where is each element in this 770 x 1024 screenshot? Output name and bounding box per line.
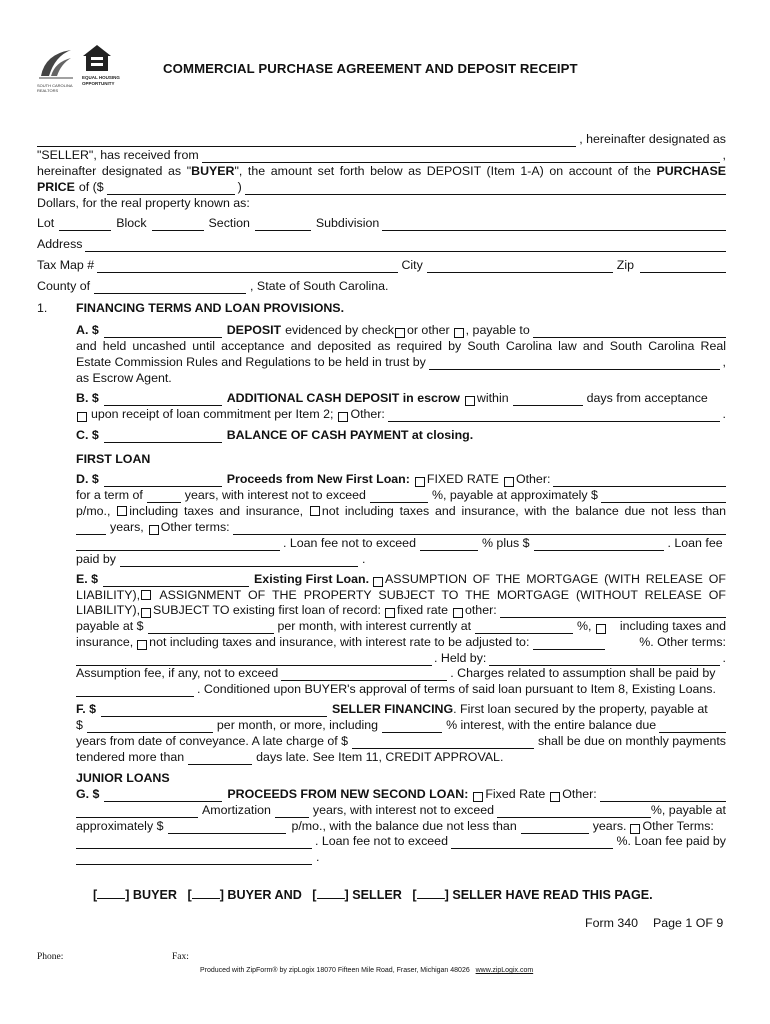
item-g-line-1: G. $ PROCEEDS FROM NEW SECOND LOAN: Fixed Rate Other: [76, 786, 726, 802]
intro-line-5: Dollars, for the real property known as: [37, 196, 250, 210]
footer-phone: Phone: [37, 952, 64, 962]
e-other-field[interactable] [500, 605, 726, 618]
e-interest-field[interactable] [475, 622, 573, 634]
within-days-field[interactable] [513, 394, 583, 406]
item-g-line-3: approximately $ p/mo., with the balance due not less than years. Other Terms: [76, 819, 714, 833]
existing-loan-field[interactable] [103, 575, 249, 587]
seller-initial-1[interactable] [317, 887, 345, 899]
equal-housing-logo: EQUAL HOUSING OPPORTUNITY [82, 44, 124, 90]
e-other-checkbox[interactable] [453, 608, 463, 618]
assignment-checkbox[interactable] [141, 590, 151, 600]
f-balance-due-field[interactable] [659, 720, 726, 733]
item-f-line-3: years from date of conveyance. A late charge of $ shall be due on monthly payments [76, 734, 726, 748]
city-field[interactable] [427, 261, 613, 273]
f-payment-field[interactable] [87, 721, 213, 733]
taxmap-line: Tax Map # City Zip [37, 257, 726, 273]
intro-line-4: PRICE of ($ ) [37, 179, 726, 195]
new-first-loan-field[interactable] [104, 475, 222, 487]
item-a-line-1: A. $ DEPOSIT evidenced by check or other , payable to [76, 322, 726, 338]
deposit-amount-field[interactable] [104, 326, 222, 338]
f-interest-field[interactable] [382, 721, 442, 733]
additional-deposit-field[interactable] [104, 394, 222, 406]
item-e-line-4: payable at $ per month, with interest currently at %, including taxes and [76, 619, 726, 633]
d-other-field[interactable] [553, 474, 726, 487]
seller-initial-2[interactable] [417, 887, 445, 899]
page-number: Page 1 OF 9 [653, 916, 724, 930]
county-line: County of , State of South Carolina. [37, 279, 389, 293]
item-a-line-3: Estate Commission Rules and Regulations to be held in trust by , [76, 355, 726, 369]
junior-loans-heading: JUNIOR LOANS [76, 771, 170, 785]
check-checkbox[interactable] [395, 328, 405, 338]
fixed-rate-checkbox[interactable] [415, 477, 425, 487]
e-not-incl-taxes-checkbox[interactable] [137, 640, 147, 650]
item-e-line-2: LIABILITY), ASSIGNMENT OF THE PROPERTY SUBJECT TO THE MORTGAGE (WITHOUT RELEASE OF [76, 588, 726, 602]
item-d-line-3: p/mo., including taxes and insurance, not including taxes and insurance, with the balance due not less than [76, 504, 726, 518]
seller-name-field[interactable] [37, 134, 576, 147]
term-field[interactable] [147, 491, 181, 503]
item-f-line-4: tendered more than days late. See Item 11, CREDIT APPROVAL. [76, 750, 504, 764]
item-e-line-6: . Held by: . [76, 650, 726, 666]
item-f-line-1: F. $ SELLER FINANCING . First loan secured by the property, payable at [76, 702, 708, 716]
item-d-line-2: for a term of years, with interest not to exceed %, payable at approximately $ [76, 487, 726, 503]
taxmap-field[interactable] [97, 260, 398, 273]
second-loan-field[interactable] [104, 790, 222, 802]
assumption-fee-field[interactable] [281, 669, 447, 681]
d-other-terms-checkbox[interactable] [149, 525, 159, 535]
amortization-field[interactable] [275, 806, 309, 818]
g-other-field[interactable] [600, 789, 726, 802]
county-field[interactable] [94, 282, 246, 294]
item-a-line-2: and held uncashed until acceptance and deposited as required by South Carolina law and South Carolina Real [76, 339, 726, 353]
other-terms-field-2[interactable] [76, 539, 280, 551]
loan-commitment-checkbox[interactable] [77, 412, 87, 422]
intro-line-3: hereinafter designated as "BUYER", the amount set forth below as DEPOSIT (Item 1-A) on account of the PURCHASE [37, 164, 726, 178]
d-other-checkbox[interactable] [504, 477, 514, 487]
item-c-line: C. $ BALANCE OF CASH PAYMENT at closing. [76, 428, 474, 442]
g-other-checkbox[interactable] [550, 792, 560, 802]
item-d-line-1: D. $ Proceeds from New First Loan: FIXED RATE Other: [76, 471, 726, 487]
form-number: Form 340 [585, 916, 639, 930]
section-heading: FINANCING TERMS AND LOAN PROVISIONS. [76, 301, 345, 315]
item-g-line-4: . Loan fee not to exceed %. Loan fee paid by [76, 833, 726, 849]
trust-holder-field[interactable] [429, 357, 720, 370]
g-blank-field[interactable] [76, 806, 198, 818]
initials-row: [ ] BUYER [ ] BUYER AND [ ] SELLER [ ] SELLER HAVE READ THIS PAGE. [93, 888, 653, 902]
g-terms-field[interactable] [76, 837, 312, 849]
interest-max-field[interactable] [370, 491, 428, 503]
buyer-initial-2[interactable] [192, 887, 220, 899]
buyer-initial-1[interactable] [97, 887, 125, 899]
item-g-line-5: . [76, 849, 726, 865]
realtors-logo: SOUTH CAROLINA REALTORS [37, 46, 75, 92]
other-checkbox[interactable] [454, 328, 464, 338]
late-charge-field[interactable] [352, 737, 534, 749]
item-b-line-2: upon receipt of loan commitment per Item 2; Other: . [76, 406, 726, 422]
intro-line-2: "SELLER", has received from , [37, 148, 726, 162]
d-not-incl-taxes-checkbox[interactable] [310, 506, 320, 516]
item-d-line-5: . Loan fee not to exceed % plus $ . Loan fee [76, 535, 726, 551]
b-other-checkbox[interactable] [338, 412, 348, 422]
e-incl-taxes-checkbox[interactable] [596, 624, 606, 634]
buyer-name-field[interactable] [202, 150, 720, 163]
item-e-line-1: E. $ Existing First Loan. ASSUMPTION OF THE MORTGAGE (WITH RELEASE OF [76, 572, 726, 586]
ziplogix-link[interactable]: www.zipLogix.com [475, 967, 534, 974]
item-e-line-7: Assumption fee, if any, not to exceed . Charges related to assumption shall be paid by [76, 666, 716, 680]
g-loan-fee-paid-by-field[interactable] [76, 853, 312, 865]
intro-line-1: , hereinafter designated as [37, 131, 726, 147]
subdivision-field[interactable] [382, 218, 726, 231]
e-fixed-rate-checkbox[interactable] [385, 608, 395, 618]
assumption-checkbox[interactable] [373, 577, 383, 587]
section-number: 1. [37, 301, 48, 315]
item-e-line-3: LIABILITY), SUBJECT TO existing first loan of record: fixed rate other: [76, 602, 726, 618]
b-other-field[interactable] [388, 409, 720, 422]
item-e-line-8: . Conditioned upon BUYER's approval of terms of said loan pursuant to Item 8, Existing Loans. [76, 681, 726, 697]
item-d-line-4: years, Other terms: [76, 519, 726, 535]
purchase-price-field[interactable] [107, 183, 235, 195]
g-fixed-rate-checkbox[interactable] [473, 792, 483, 802]
item-g-line-2: Amortization years, with interest not to exceed %, payable at [76, 802, 726, 818]
adjusted-rate-field[interactable] [533, 638, 605, 650]
assumption-paid-by-field[interactable] [76, 685, 194, 697]
block-field[interactable] [152, 219, 204, 231]
item-d-line-6: paid by . [76, 552, 366, 566]
other-terms-field[interactable] [233, 522, 726, 535]
address-field[interactable] [85, 239, 726, 252]
e-payable-field[interactable] [148, 622, 274, 634]
balance-cash-field[interactable] [104, 431, 222, 443]
loan-fee-plus-field[interactable] [534, 539, 664, 551]
g-loan-fee-field[interactable] [451, 836, 613, 849]
subject-to-checkbox[interactable] [141, 608, 151, 618]
page-title: COMMERCIAL PURCHASE AGREEMENT AND DEPOSIT RECEIPT [163, 61, 578, 76]
footer-fax: Fax: [172, 952, 189, 962]
loan-fee-paid-by-field[interactable] [120, 555, 358, 567]
item-b-line-1: B. $ ADDITIONAL CASH DEPOSIT in escrow within days from acceptance [76, 391, 708, 405]
within-checkbox[interactable] [465, 396, 475, 406]
footer-produced: Produced with ZipForm® by zipLogix 18070 Fifteen Mile Road, Fraser, Michigan 48026 www.zipLogix.com [200, 967, 534, 974]
section-field[interactable] [255, 219, 311, 231]
g-interest-field[interactable] [497, 805, 651, 818]
first-loan-heading: FIRST LOAN [76, 452, 151, 466]
days-late-field[interactable] [188, 753, 252, 765]
balance-years-field[interactable] [76, 523, 106, 535]
lot-field[interactable] [59, 219, 111, 231]
zip-field[interactable] [640, 261, 726, 273]
payment-field[interactable] [601, 490, 726, 503]
item-e-line-5: insurance, not including taxes and insurance, with interest rate to be adjusted to: %. Other terms: [76, 635, 726, 649]
payable-to-field[interactable] [533, 325, 726, 338]
equal-housing-icon [82, 44, 112, 72]
item-a-line-4: as Escrow Agent. [76, 371, 172, 385]
purchase-price-words-field[interactable] [245, 182, 726, 195]
seller-financing-field[interactable] [101, 705, 327, 717]
lot-line: Lot Block Section Subdivision [37, 215, 726, 231]
address-line: Address [37, 236, 726, 252]
loan-fee-pct-field[interactable] [420, 539, 478, 551]
d-incl-taxes-checkbox[interactable] [117, 506, 127, 516]
item-f-line-2: $ per month, or more, including % interest, with the entire balance due [76, 717, 726, 733]
